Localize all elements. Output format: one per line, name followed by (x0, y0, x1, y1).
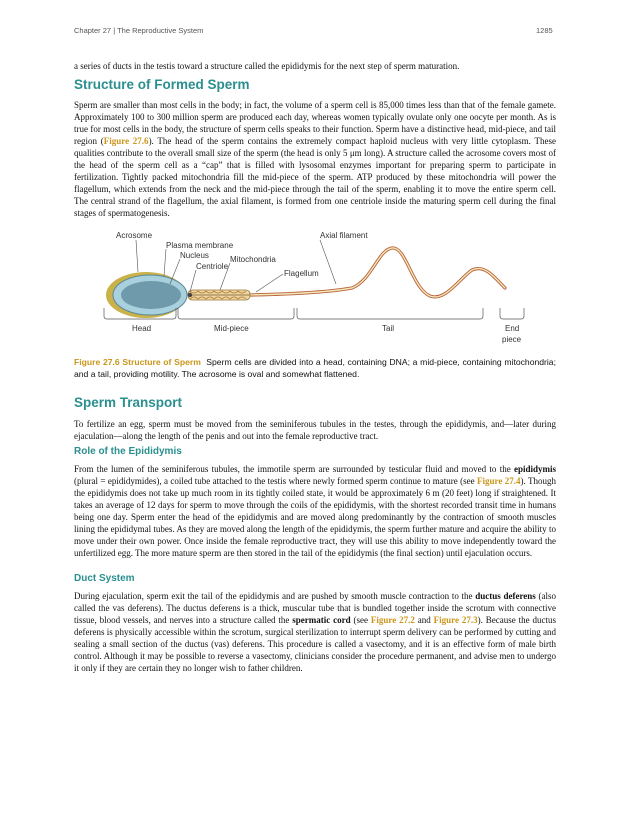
running-header-chapter: Chapter 27 | The Reproductive System (74, 26, 204, 35)
figure-27-4-link[interactable]: Figure 27.4 (477, 476, 521, 486)
nucleus-shape (121, 281, 181, 309)
epididymis-paragraph (74, 463, 556, 559)
section-heading-structure: Structure of Formed Sperm (74, 77, 250, 92)
intro-paragraph: a series of ducts in the testis toward a structure called the epididymis for the next step of sperm maturation. (74, 61, 460, 71)
page-number: 1285 (536, 26, 553, 35)
term-epididymis: epididymis (513, 464, 556, 474)
structure-text-a: Sperm are smaller than most cells in the body; in fact, the volume of a sperm cell is 85,000 times less than that of the female gamete. Approximately 100 to 300 million sperm are produced each day, whereas women typically ovulate only one oocyte per month. As is true for most cells in the body, the structure of sperm cells speaks to their function. Sperm have a distinctive head, mid-piece, and tail region ( (74, 100, 556, 146)
figure-27-6-link[interactable]: Figure 27.6 (103, 136, 149, 146)
label-mid-piece: Mid-piece (214, 324, 249, 333)
label-nucleus: Nucleus (180, 251, 209, 260)
label-end: End (505, 324, 520, 333)
term-ductus-deferens: ductus deferens (475, 591, 536, 601)
figure-27-3-link[interactable]: Figure 27.3 (433, 615, 478, 625)
label-acrosome: Acrosome (116, 231, 153, 240)
figure-27-2-link[interactable]: Figure 27.2 (370, 615, 415, 625)
epididymis-text-c: ). Though the epididymis does not take up much room in its tightly coiled state, it would be approximately 6 m (20 feet) long if straightened. It takes an average of 12 days for sperm to move through the coils of the epididymis, with the shortest recorded transit time in humans being one day. Sperm enter the head of the epididymis and are moved along predominantly by the contraction of smooth muscles lining the epididymal tubes. As they are moved along the length of the epididymis, the sperm further mature and acquire the ability to move under their own power. Once inside the female reproductive tract, they will use this ability to move independently toward the unfertilized egg. The more mature sperm are then stored in the tail of the epididymis (the final section) until ejaculation occurs. (74, 476, 556, 558)
structure-paragraph (74, 99, 556, 219)
label-axial-filament: Axial filament (320, 231, 368, 240)
label-plasma-membrane: Plasma membrane (166, 241, 234, 250)
structure-text-b: ). The head of the sperm contains the extremely compact haploid nucleus with very little cytoplasm. These qualities contribute to the overall small size of the sperm (the head is only 5 μm long). A structure called the acrosome covers most of the head of the sperm cell as a “cap” that is filled with lysosomal enzymes important for preparing sperm to participate in fertilization. Tightly packed mitochondria fill the mid-piece of the sperm. ATP produced by these mitochondria will power the flagellum, which extends from the neck and the mid-piece through the tail of the sperm, enabling it to move the entire sperm cell. The central strand of the flagellum, the axial filament, is formed from one centriole inside the maturing sperm cell during the final stages of spermatogenesis. (74, 136, 556, 218)
figure-caption (74, 356, 556, 380)
label-piece: piece (502, 335, 522, 344)
duct-text-a: During ejaculation, sperm exit the tail of the epididymis and are pushed by smooth muscle contraction to the (74, 591, 476, 601)
duct-system-paragraph (74, 590, 556, 674)
sperm-structure-figure (100, 228, 530, 350)
label-flagellum: Flagellum (284, 269, 319, 278)
subsection-heading-epididymis: Role of the Epididymis (74, 446, 182, 457)
duct-text-d: and (414, 615, 434, 625)
centriole-dot (188, 293, 192, 297)
section-heading-transport: Sperm Transport (74, 395, 183, 410)
duct-text-e: ). Because the ductus deferens is physically accessible within the scrotum, surgical sterilization to interrupt sperm delivery can be performed by cutting and sealing a small section of the ductus (vas) deferens. This procedure is called a vasectomy, and it is an effective form of male birth control. Although it may be possible to reverse a vasectomy, clinicians consider the procedure permanent, and advise men to undergo it only if they are certain they no longer wish to father children. (74, 615, 556, 673)
label-head: Head (132, 324, 152, 333)
duct-text-b: (also called the vas deferens). The ductus deferens is a thick, muscular tube that is bundled together inside the scrotum with connective tissue, blood vessels, and nerves into a structure called the (74, 591, 557, 625)
label-mitochondria: Mitochondria (230, 255, 276, 264)
epididymis-text-b: (plural = epididymides), a coiled tube attached to the testis where newly formed sperm continue to mature (see (74, 476, 478, 486)
figure-caption-label: Figure 27.6 Structure of Sperm (74, 357, 201, 367)
subsection-heading-duct-system: Duct System (74, 573, 135, 584)
term-spermatic-cord: spermatic cord (292, 615, 351, 625)
duct-text-c: (see (350, 615, 371, 625)
transport-paragraph: To fertilize an egg, sperm must be moved from the seminiferous tubules in the testes, through the epididymis, and—later during ejaculation—along the length of the penis and out into the female reproductive tract. (74, 419, 556, 441)
label-tail: Tail (382, 324, 395, 333)
epididymis-text-a: From the lumen of the seminiferous tubules, the immotile sperm are surrounded by testicular fluid and moved to the (74, 464, 514, 474)
label-centriole: Centriole (196, 262, 229, 271)
figure-caption-text: Sperm cells are divided into a head, containing DNA; a mid-piece, containing mitochondria; and a tail, providing motility. The acrosome is oval and somewhat flattened. (74, 357, 556, 379)
